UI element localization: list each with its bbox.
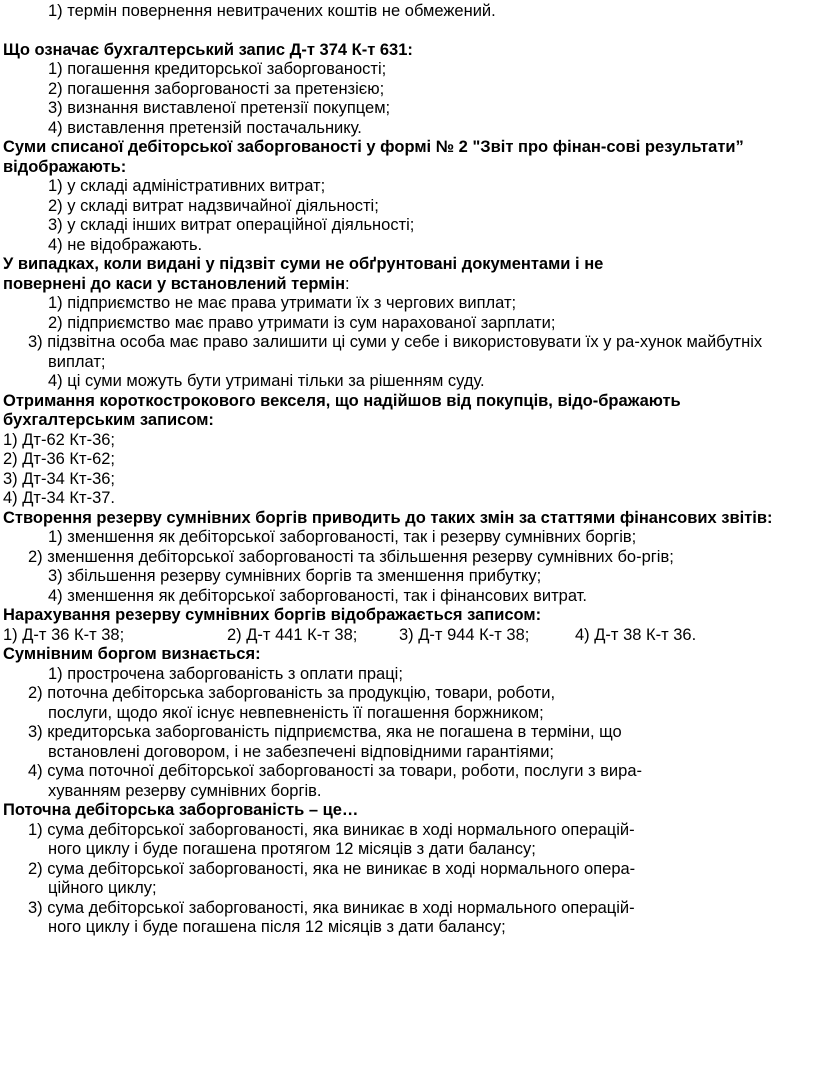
question-3-tail: : [345, 274, 350, 293]
q8-option-2-cont: ційного циклу; [48, 879, 157, 897]
question-3 [3, 255, 806, 294]
q4-option-1: 1) Дт-62 Кт-36; [3, 430, 116, 449]
q8-option-2: 2) сума дебіторської заборгованості, яка не виникає в ході нормального опера- [28, 859, 636, 878]
q8-option-1: 1) сума дебіторської заборгованості, яка виникає в ході нормального операцій- [28, 820, 635, 839]
q2-option-2: 2) у складі витрат надзвичайної діяльності; [48, 196, 379, 215]
question-1: Що означає бухгалтерський запис Д-т 374 К-т 631: [3, 40, 413, 59]
q7-option-2: 2) поточна дебіторська заборгованість за продукцію, товари, роботи, [28, 684, 556, 702]
q7-option-1: 1) прострочена заборгованість з оплати праці; [48, 664, 403, 683]
q7-option-3: 3) кредиторська заборгованість підприємства, яка не погашена в терміни, що [28, 723, 622, 741]
q3-option-4: 4) ці суми можуть бути утримані тільки за рішенням суду. [48, 372, 485, 390]
q2-option-1: 1) у складі адміністративних витрат; [48, 177, 326, 195]
q4-option-4: 4) Дт-34 Кт-37. [3, 489, 116, 507]
question-3-line-1: У випадках, коли видані у підзвіт суми не обґрунтовані документами і не [3, 255, 604, 273]
q7-option-2-cont: послуги, щодо якої існує невпевненість її погашення боржником; [48, 703, 544, 722]
question-3-line-2: повернені до каси у встановлений термін [3, 274, 346, 293]
q5-option-4: 4) зменшення як дебіторської заборгованості, так і фінансових витрат. [48, 586, 587, 605]
q4-option-2: 2) Дт-36 Кт-62; [3, 450, 116, 468]
q6-options-row [3, 626, 806, 646]
q8-option-3: 3) сума дебіторської заборгованості, яка виникає в ході нормального операцій- [28, 898, 635, 917]
q3-option-1: 1) підприємство не має права утримати їх з чергових виплат; [48, 294, 517, 312]
q2-option-4: 4) не відображають. [48, 235, 203, 254]
q1-option-2: 2) погашення заборгованості за претензією; [48, 79, 385, 98]
q5-option-1: 1) зменшення як дебіторської заборгованості, так і резерву сумнівних боргів; [48, 528, 637, 546]
q8-option-1-cont: ного циклу і буде погашена протягом 12 місяців з дати балансу; [48, 840, 536, 858]
q2-option-3: 3) у складі інших витрат операційної діяльності; [48, 216, 415, 234]
q3-option-2: 2) підприємство має право утримати із сум нарахованої зарплати; [48, 313, 556, 332]
q5-option-3: 3) збільшення резерву сумнівних боргів та зменшення прибутку; [48, 567, 542, 585]
q6-option-3: 3) Д-т 944 К-т 38; [399, 625, 530, 644]
question-6: Нарахування резерву сумнівних боргів відображається записом: [3, 606, 542, 624]
intro-option: 1) термін повернення невитрачених коштів не обмежений. [48, 2, 496, 20]
question-7: Сумнівним боргом визнається: [3, 645, 261, 663]
q7-option-4: 4) сума поточної дебіторської заборгованості за товари, роботи, послуги з вира- [28, 762, 642, 780]
q1-option-4: 4) виставлення претензій постачальнику. [48, 118, 362, 137]
question-4: Отримання короткострокового векселя, що надійшов від покупців, відо-бражають бухгалтерським записом: [3, 391, 681, 429]
q6-option-1: 1) Д-т 36 К-т 38; [3, 625, 125, 644]
q1-option-3: 3) визнання виставленої претензії покупцем; [48, 99, 391, 117]
question-2: Суми списаної дебіторської заборгованості у формі № 2 "Звіт про фінан-сові результати” відображають: [3, 138, 744, 176]
q8-option-3-cont: ного циклу і буде погашена після 12 місяців з дати балансу; [48, 918, 506, 936]
q1-option-1: 1) погашення кредиторської заборгованості; [48, 60, 387, 78]
q5-option-2: 2) зменшення дебіторської заборгованості та збільшення резерву сумнівних бо-ргів; [28, 547, 674, 566]
q6-option-4: 4) Д-т 38 К-т 36. [575, 625, 697, 644]
q7-option-4-cont: хуванням резерву сумнівних боргів. [48, 781, 322, 800]
q4-option-3: 3) Дт-34 Кт-36; [3, 469, 116, 488]
question-5: Створення резерву сумнівних боргів приводить до таких змін за статтями фінансових звітів: [3, 508, 773, 527]
q3-option-3: 3) підзвітна особа має право залишити ці суми у себе і використовувати їх у ра-хунок майбутніх виплат; [28, 333, 763, 371]
q6-option-2: 2) Д-т 441 К-т 38; [227, 625, 358, 644]
q7-option-3-cont: встановлені договором, і не забезпечені відповідними гарантіями; [48, 742, 554, 761]
question-8: Поточна дебіторська заборгованість – це… [3, 801, 359, 819]
